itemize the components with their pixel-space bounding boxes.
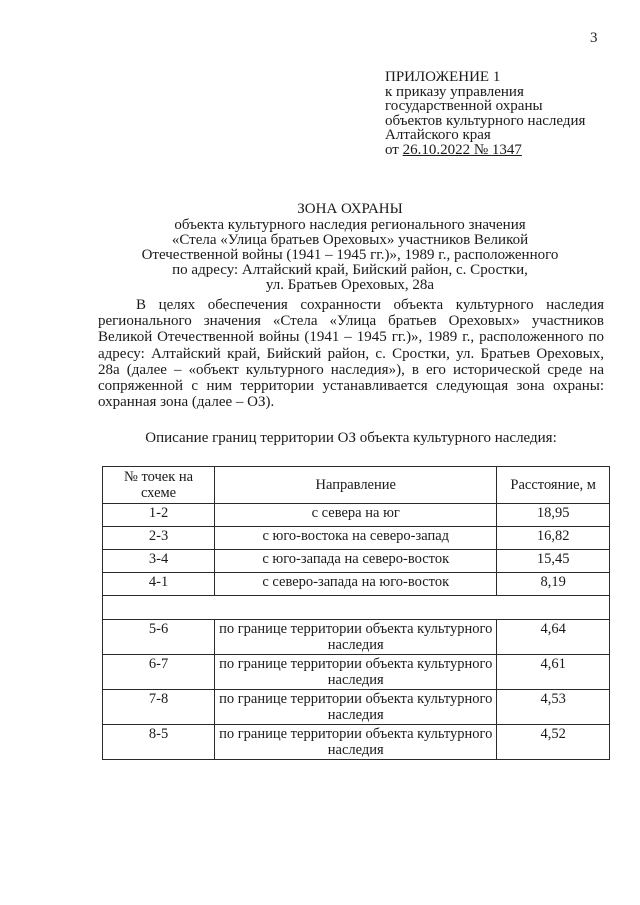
heading-line: «Стела «Улица братьев Ореховых» участников Великой: [171, 232, 529, 248]
boundary-table: [102, 466, 610, 760]
cell-direction: по границе территории объекта культурного наследия: [215, 725, 497, 760]
header-direction: Направление: [215, 467, 497, 504]
cell-distance: 15,45: [497, 550, 610, 573]
cell-direction: с севера на юг: [215, 504, 497, 527]
cell-points: 4-1: [103, 573, 215, 596]
cell-distance: 4,52: [497, 725, 610, 760]
document-heading: [100, 202, 600, 293]
body-paragraph: В целях обеспечения сохранности объекта культурного наследия регионального значения «Стела «Улица братьев Ореховых» участников Великой Отечественной войны (1941 – 1945 гг.)», 1989 г., расположенного по адресу: Алтайский край, Бийский район, с. Сростки, ул. Братьев Ореховых, 28а (далее – «объект культурного наследия»), в его исторической среде на сопряженной с ним территории устанавливается следующая зона охраны: охранная зона (далее – ОЗ).: [98, 297, 604, 411]
order-date: 26.10.2022: [402, 141, 471, 158]
order-number: 1347: [491, 141, 522, 158]
page-number: 3: [590, 30, 598, 46]
header-distance: Расстояние, м: [497, 467, 610, 504]
cell-distance: 4,64: [497, 620, 610, 655]
cell-points: 3-4: [103, 550, 215, 573]
appendix-line: государственной охраны: [385, 98, 543, 114]
cell-direction: с юго-востока на северо-запад: [215, 527, 497, 550]
cell-direction: с юго-запада на северо-восток: [215, 550, 497, 573]
appendix-date-line: [385, 143, 585, 158]
table-row: [103, 504, 610, 527]
table-header-row: [103, 467, 610, 504]
cell-points: 1-2: [103, 504, 215, 527]
table-caption: Описание границ территории ОЗ объекта культурного наследия:: [145, 430, 557, 446]
heading-line: объекта культурного наследия регионального значения: [174, 217, 526, 233]
separator-cell: [103, 596, 610, 620]
cell-direction: с северо-запада на юго-восток: [215, 573, 497, 596]
table-row: [103, 527, 610, 550]
heading-line: по адресу: Алтайский край, Бийский район, с. Сростки,: [172, 262, 528, 278]
appendix-line: к приказу управления: [385, 83, 524, 100]
cell-points: 6-7: [103, 655, 215, 690]
appendix-title: ПРИЛОЖЕНИЕ 1: [385, 69, 501, 85]
cell-direction: по границе территории объекта культурного наследия: [215, 620, 497, 655]
document-title: ЗОНА ОХРАНЫ: [297, 201, 403, 217]
appendix-line: Алтайского края: [385, 127, 491, 143]
cell-points: 5-6: [103, 620, 215, 655]
cell-distance: 8,19: [497, 573, 610, 596]
table-row: [103, 620, 610, 655]
table-separator-row: [103, 596, 610, 620]
appendix-block: [385, 70, 585, 157]
date-prefix: от: [385, 141, 403, 158]
cell-distance: 4,53: [497, 690, 610, 725]
table-row: [103, 573, 610, 596]
header-points: № точек на схеме: [103, 467, 215, 504]
table-row: [103, 690, 610, 725]
table-row: [103, 725, 610, 760]
heading-line: Отечественной войны (1941 – 1945 гг.)», 1989 г., расположенного: [141, 247, 559, 263]
cell-distance: 18,95: [497, 504, 610, 527]
number-label: №: [470, 141, 492, 158]
heading-line: ул. Братьев Ореховых, 28а: [265, 277, 435, 293]
cell-direction: по границе территории объекта культурного наследия: [215, 690, 497, 725]
appendix-line: объектов культурного наследия: [385, 112, 586, 129]
table-row: [103, 655, 610, 690]
cell-distance: 4,61: [497, 655, 610, 690]
cell-points: 8-5: [103, 725, 215, 760]
cell-direction: по границе территории объекта культурного наследия: [215, 655, 497, 690]
table-row: [103, 550, 610, 573]
cell-points: 2-3: [103, 527, 215, 550]
cell-distance: 16,82: [497, 527, 610, 550]
cell-points: 7-8: [103, 690, 215, 725]
